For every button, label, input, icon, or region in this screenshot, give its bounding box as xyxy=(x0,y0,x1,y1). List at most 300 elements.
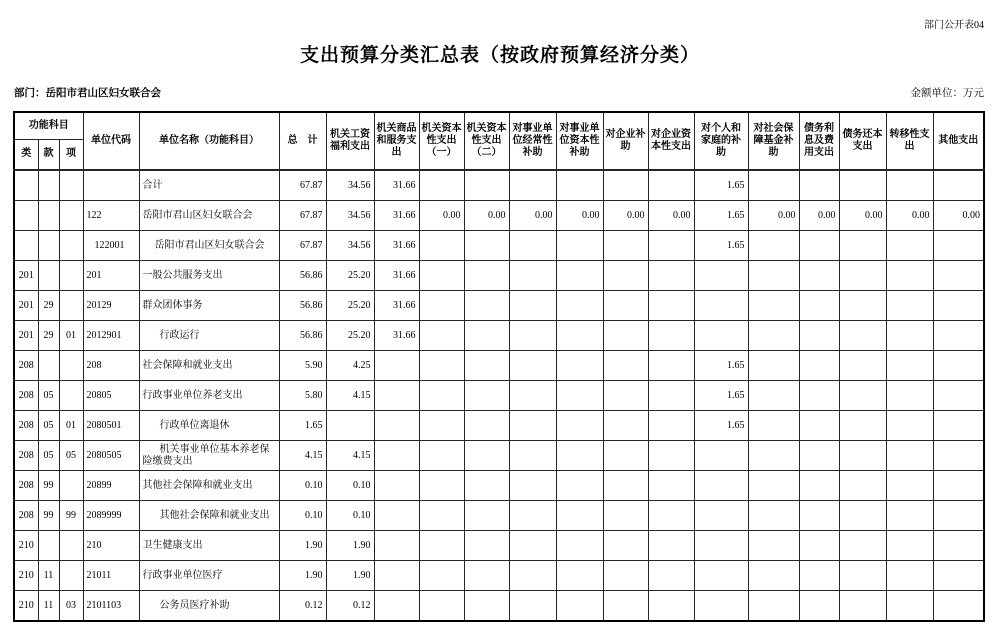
kuan-cell: 05 xyxy=(38,441,59,471)
xiang-cell xyxy=(59,231,83,261)
value-cell xyxy=(886,501,933,531)
value-cell xyxy=(509,591,556,622)
value-cell xyxy=(556,501,603,531)
value-cell xyxy=(603,381,648,411)
xiang-cell: 99 xyxy=(59,501,83,531)
value-cell: 25.20 xyxy=(326,321,374,351)
value-cell xyxy=(326,411,374,441)
kuan-cell xyxy=(38,531,59,561)
table-row xyxy=(14,411,984,441)
value-column-header: 转移性支出 xyxy=(886,112,933,170)
value-cell: 4.15 xyxy=(326,441,374,471)
value-cell xyxy=(799,381,839,411)
unit-code-cell: 21011 xyxy=(83,561,139,591)
value-cell: 1.90 xyxy=(326,561,374,591)
value-column-header: 其他支出 xyxy=(933,112,984,170)
unit-code-cell: 122001 xyxy=(83,231,139,261)
value-cell xyxy=(464,441,509,471)
value-cell xyxy=(886,441,933,471)
value-cell xyxy=(748,411,799,441)
value-cell: 1.65 xyxy=(694,381,748,411)
value-cell xyxy=(603,170,648,201)
value-cell xyxy=(374,381,419,411)
value-cell xyxy=(933,561,984,591)
unit-code-cell: 201 xyxy=(83,261,139,291)
xiang-cell xyxy=(59,561,83,591)
value-cell xyxy=(603,231,648,261)
value-column-header: 债务利息及费用支出 xyxy=(799,112,839,170)
xiang-cell: 05 xyxy=(59,441,83,471)
value-cell xyxy=(419,231,464,261)
unit-code-cell: 208 xyxy=(83,351,139,381)
lei-cell: 208 xyxy=(14,411,38,441)
value-cell xyxy=(648,561,694,591)
value-cell: 1.65 xyxy=(694,411,748,441)
xiang-cell: 03 xyxy=(59,591,83,622)
value-cell xyxy=(748,170,799,201)
value-cell xyxy=(509,411,556,441)
value-cell xyxy=(556,170,603,201)
kuan-cell xyxy=(38,261,59,291)
xiang-cell: 01 xyxy=(59,321,83,351)
value-cell xyxy=(799,411,839,441)
value-cell xyxy=(374,531,419,561)
value-cell xyxy=(648,441,694,471)
table-row xyxy=(14,471,984,501)
value-cell xyxy=(933,381,984,411)
value-cell xyxy=(603,291,648,321)
value-cell xyxy=(839,501,886,531)
value-cell xyxy=(603,471,648,501)
value-cell xyxy=(464,261,509,291)
kuan-cell: 99 xyxy=(38,471,59,501)
page-title: 支出预算分类汇总表（按政府预算经济分类） xyxy=(299,45,700,66)
unit-code-cell: 2080501 xyxy=(83,411,139,441)
value-cell xyxy=(464,471,509,501)
value-cell: 0.10 xyxy=(279,501,326,531)
value-cell: 0.10 xyxy=(279,471,326,501)
xiang-cell xyxy=(59,531,83,561)
value-cell xyxy=(886,471,933,501)
kuan-cell xyxy=(38,231,59,261)
value-cell: 0.00 xyxy=(419,201,464,231)
value-cell xyxy=(933,291,984,321)
value-column-header: 对企业补助 xyxy=(603,112,648,170)
func-subject-group-header: 功能科目 xyxy=(14,112,83,139)
value-cell xyxy=(886,561,933,591)
value-cell xyxy=(603,561,648,591)
value-cell xyxy=(556,321,603,351)
value-cell xyxy=(419,441,464,471)
lei-cell: 208 xyxy=(14,441,38,471)
value-cell xyxy=(748,531,799,561)
value-cell xyxy=(419,501,464,531)
value-cell xyxy=(509,231,556,261)
table-row xyxy=(14,351,984,381)
value-cell xyxy=(694,261,748,291)
value-cell xyxy=(748,381,799,411)
table-row xyxy=(14,591,984,622)
value-cell xyxy=(556,231,603,261)
value-cell xyxy=(464,291,509,321)
kuan-cell: 05 xyxy=(38,411,59,441)
unit-name-cell: 社会保障和就业支出 xyxy=(139,351,279,381)
value-cell: 0.00 xyxy=(839,201,886,231)
value-cell xyxy=(648,471,694,501)
value-cell xyxy=(374,561,419,591)
value-cell xyxy=(556,471,603,501)
value-cell: 31.66 xyxy=(374,231,419,261)
value-cell xyxy=(556,291,603,321)
lei-cell: 208 xyxy=(14,381,38,411)
value-cell xyxy=(748,321,799,351)
func-xiang-header: 项 xyxy=(59,139,83,170)
value-cell xyxy=(799,591,839,622)
value-cell xyxy=(839,591,886,622)
unit-name-cell: 岳阳市君山区妇女联合会 xyxy=(139,201,279,231)
total-column-header: 总 计 xyxy=(279,112,326,170)
value-cell xyxy=(509,381,556,411)
table-row xyxy=(14,261,984,291)
value-cell xyxy=(374,441,419,471)
kuan-cell: 11 xyxy=(38,591,59,622)
value-cell xyxy=(603,351,648,381)
value-cell: 0.00 xyxy=(886,201,933,231)
lei-cell: 208 xyxy=(14,351,38,381)
value-cell xyxy=(556,411,603,441)
value-cell xyxy=(509,441,556,471)
value-cell xyxy=(839,561,886,591)
lei-cell: 201 xyxy=(14,291,38,321)
value-cell: 4.15 xyxy=(279,441,326,471)
value-cell xyxy=(648,231,694,261)
value-cell: 0.10 xyxy=(326,501,374,531)
value-cell xyxy=(603,261,648,291)
value-cell xyxy=(933,441,984,471)
value-cell xyxy=(509,531,556,561)
lei-cell xyxy=(14,170,38,201)
kuan-cell: 29 xyxy=(38,321,59,351)
value-cell: 0.00 xyxy=(603,201,648,231)
value-cell xyxy=(839,531,886,561)
value-cell xyxy=(839,321,886,351)
value-cell xyxy=(419,261,464,291)
lei-cell: 210 xyxy=(14,531,38,561)
value-cell: 31.66 xyxy=(374,201,419,231)
value-cell xyxy=(603,591,648,622)
value-cell xyxy=(839,411,886,441)
value-cell xyxy=(933,411,984,441)
value-cell xyxy=(419,561,464,591)
value-cell xyxy=(419,591,464,622)
value-cell xyxy=(374,591,419,622)
value-cell xyxy=(933,531,984,561)
value-cell: 67.87 xyxy=(279,231,326,261)
table-row xyxy=(14,170,984,201)
value-cell xyxy=(464,321,509,351)
value-cell xyxy=(419,291,464,321)
value-cell xyxy=(799,501,839,531)
value-cell xyxy=(886,381,933,411)
value-cell xyxy=(648,351,694,381)
value-cell xyxy=(748,441,799,471)
value-cell xyxy=(748,261,799,291)
table-row xyxy=(14,441,984,471)
unit-code-cell xyxy=(83,170,139,201)
value-cell: 1.65 xyxy=(694,231,748,261)
unit-code-cell: 20899 xyxy=(83,471,139,501)
value-cell: 1.65 xyxy=(694,351,748,381)
unit-name-cell: 行政事业单位养老支出 xyxy=(139,381,279,411)
value-cell xyxy=(509,170,556,201)
kuan-cell: 05 xyxy=(38,381,59,411)
value-cell: 67.87 xyxy=(279,201,326,231)
value-cell xyxy=(464,591,509,622)
value-cell xyxy=(374,411,419,441)
value-cell xyxy=(648,501,694,531)
value-cell: 0.00 xyxy=(556,201,603,231)
lei-cell: 208 xyxy=(14,471,38,501)
value-cell xyxy=(839,351,886,381)
value-cell xyxy=(464,351,509,381)
unit-code-cell: 2101103 xyxy=(83,591,139,622)
unit-name-cell: 行政事业单位医疗 xyxy=(139,561,279,591)
value-cell xyxy=(603,411,648,441)
value-cell xyxy=(556,381,603,411)
value-cell xyxy=(464,561,509,591)
value-cell xyxy=(839,381,886,411)
value-cell xyxy=(648,531,694,561)
value-cell xyxy=(933,471,984,501)
unit-code-cell: 20129 xyxy=(83,291,139,321)
value-cell: 31.66 xyxy=(374,261,419,291)
table-row xyxy=(14,291,984,321)
value-cell xyxy=(799,561,839,591)
value-cell: 0.00 xyxy=(648,201,694,231)
value-cell xyxy=(886,411,933,441)
kuan-cell: 29 xyxy=(38,291,59,321)
unit-code-cell: 210 xyxy=(83,531,139,561)
value-cell xyxy=(799,321,839,351)
kuan-cell xyxy=(38,170,59,201)
value-cell xyxy=(694,501,748,531)
value-cell xyxy=(556,591,603,622)
unit-name-cell: 卫生健康支出 xyxy=(139,531,279,561)
unit-code-cell: 20805 xyxy=(83,381,139,411)
value-cell: 0.10 xyxy=(326,471,374,501)
value-cell xyxy=(933,591,984,622)
value-cell: 1.65 xyxy=(694,201,748,231)
value-cell xyxy=(799,231,839,261)
value-cell xyxy=(464,501,509,531)
value-cell xyxy=(556,261,603,291)
value-cell xyxy=(419,321,464,351)
value-cell: 67.87 xyxy=(279,170,326,201)
unit-name-cell: 合计 xyxy=(139,170,279,201)
xiang-cell xyxy=(59,351,83,381)
value-cell: 31.66 xyxy=(374,321,419,351)
lei-cell: 201 xyxy=(14,261,38,291)
xiang-cell xyxy=(59,261,83,291)
department-label: 部门：岳阳市君山区妇女联合会 xyxy=(14,88,161,99)
value-cell: 1.90 xyxy=(326,531,374,561)
value-cell xyxy=(933,231,984,261)
value-column-header: 对事业单位经常性补助 xyxy=(509,112,556,170)
value-cell: 1.65 xyxy=(694,170,748,201)
lei-cell xyxy=(14,201,38,231)
xiang-cell xyxy=(59,201,83,231)
budget-summary-table xyxy=(13,111,985,622)
func-kuan-header: 款 xyxy=(38,139,59,170)
value-cell: 56.86 xyxy=(279,321,326,351)
lei-cell: 210 xyxy=(14,561,38,591)
lei-cell xyxy=(14,231,38,261)
value-column-header: 对个人和家庭的补助 xyxy=(694,112,748,170)
value-cell xyxy=(603,441,648,471)
unit-name-cell: 行政运行 xyxy=(139,321,279,351)
value-column-header: 对企业资本性支出 xyxy=(648,112,694,170)
value-cell xyxy=(464,170,509,201)
value-cell xyxy=(509,321,556,351)
value-cell xyxy=(933,321,984,351)
value-cell xyxy=(886,261,933,291)
value-cell xyxy=(603,501,648,531)
value-cell: 4.25 xyxy=(326,351,374,381)
value-column-header: 对社会保障基金补助 xyxy=(748,112,799,170)
value-cell xyxy=(648,170,694,201)
amount-unit-label: 金额单位：万元 xyxy=(910,88,984,99)
value-cell xyxy=(748,501,799,531)
value-cell xyxy=(933,261,984,291)
value-cell: 0.00 xyxy=(799,201,839,231)
value-cell xyxy=(509,261,556,291)
value-cell xyxy=(374,471,419,501)
value-cell xyxy=(799,531,839,561)
value-cell xyxy=(694,531,748,561)
value-cell xyxy=(419,471,464,501)
unit-code-cell: 2089999 xyxy=(83,501,139,531)
unit-name-cell: 行政单位离退休 xyxy=(139,411,279,441)
value-cell xyxy=(419,411,464,441)
value-cell: 34.56 xyxy=(326,170,374,201)
value-cell xyxy=(648,411,694,441)
value-cell xyxy=(556,531,603,561)
value-cell xyxy=(839,261,886,291)
xiang-cell xyxy=(59,381,83,411)
value-cell: 5.80 xyxy=(279,381,326,411)
value-column-header: 机关资本性支出（一） xyxy=(419,112,464,170)
value-cell xyxy=(799,441,839,471)
value-cell xyxy=(748,471,799,501)
lei-cell: 208 xyxy=(14,501,38,531)
value-cell xyxy=(839,231,886,261)
value-cell xyxy=(748,231,799,261)
value-cell xyxy=(886,531,933,561)
value-cell xyxy=(464,531,509,561)
unit-name-cell: 其他社会保障和就业支出 xyxy=(139,501,279,531)
unit-code-cell: 122 xyxy=(83,201,139,231)
value-column-header: 机关工资福利支出 xyxy=(326,112,374,170)
value-cell: 25.20 xyxy=(326,291,374,321)
value-cell xyxy=(799,170,839,201)
kuan-cell xyxy=(38,351,59,381)
value-cell: 56.86 xyxy=(279,291,326,321)
unit-name-cell: 机关事业单位基本养老保险缴费支出 xyxy=(139,441,279,471)
value-cell xyxy=(748,591,799,622)
value-cell xyxy=(419,381,464,411)
value-cell xyxy=(886,231,933,261)
value-cell xyxy=(839,471,886,501)
table-row xyxy=(14,321,984,351)
xiang-cell xyxy=(59,291,83,321)
value-cell: 0.00 xyxy=(509,201,556,231)
unit-code-cell: 2012901 xyxy=(83,321,139,351)
value-cell xyxy=(464,231,509,261)
value-cell xyxy=(748,351,799,381)
xiang-cell xyxy=(59,170,83,201)
value-cell xyxy=(886,591,933,622)
table-row xyxy=(14,501,984,531)
value-cell xyxy=(694,291,748,321)
value-cell xyxy=(419,170,464,201)
value-cell xyxy=(648,591,694,622)
value-cell: 1.65 xyxy=(279,411,326,441)
value-cell: 25.20 xyxy=(326,261,374,291)
value-cell xyxy=(556,441,603,471)
value-cell xyxy=(464,381,509,411)
value-cell xyxy=(748,561,799,591)
table-row xyxy=(14,381,984,411)
value-cell: 31.66 xyxy=(374,170,419,201)
value-cell xyxy=(886,351,933,381)
value-cell: 34.56 xyxy=(326,201,374,231)
value-column-header: 债务还本支出 xyxy=(839,112,886,170)
value-cell xyxy=(648,381,694,411)
table-row xyxy=(14,201,984,231)
func-lei-header: 类 xyxy=(14,139,38,170)
value-cell: 31.66 xyxy=(374,291,419,321)
table-head xyxy=(14,112,984,170)
value-cell: 1.90 xyxy=(279,561,326,591)
unit-name-cell: 其他社会保障和就业支出 xyxy=(139,471,279,501)
value-cell: 0.00 xyxy=(464,201,509,231)
lei-cell: 210 xyxy=(14,591,38,622)
lei-cell: 201 xyxy=(14,321,38,351)
value-cell xyxy=(464,411,509,441)
value-cell xyxy=(374,501,419,531)
value-cell xyxy=(933,501,984,531)
value-cell xyxy=(694,441,748,471)
table-body xyxy=(14,170,984,621)
value-column-header: 机关资本性支出（二） xyxy=(464,112,509,170)
kuan-cell: 99 xyxy=(38,501,59,531)
value-cell: 4.15 xyxy=(326,381,374,411)
unit-code-header: 单位代码 xyxy=(83,112,139,170)
value-cell xyxy=(648,291,694,321)
value-cell: 0.12 xyxy=(326,591,374,622)
value-cell: 1.90 xyxy=(279,531,326,561)
value-cell xyxy=(509,291,556,321)
value-cell xyxy=(694,561,748,591)
value-cell xyxy=(694,591,748,622)
value-cell xyxy=(839,441,886,471)
table-row xyxy=(14,561,984,591)
value-cell xyxy=(886,321,933,351)
value-cell xyxy=(694,471,748,501)
value-cell xyxy=(603,531,648,561)
value-cell: 0.00 xyxy=(748,201,799,231)
value-cell xyxy=(419,531,464,561)
